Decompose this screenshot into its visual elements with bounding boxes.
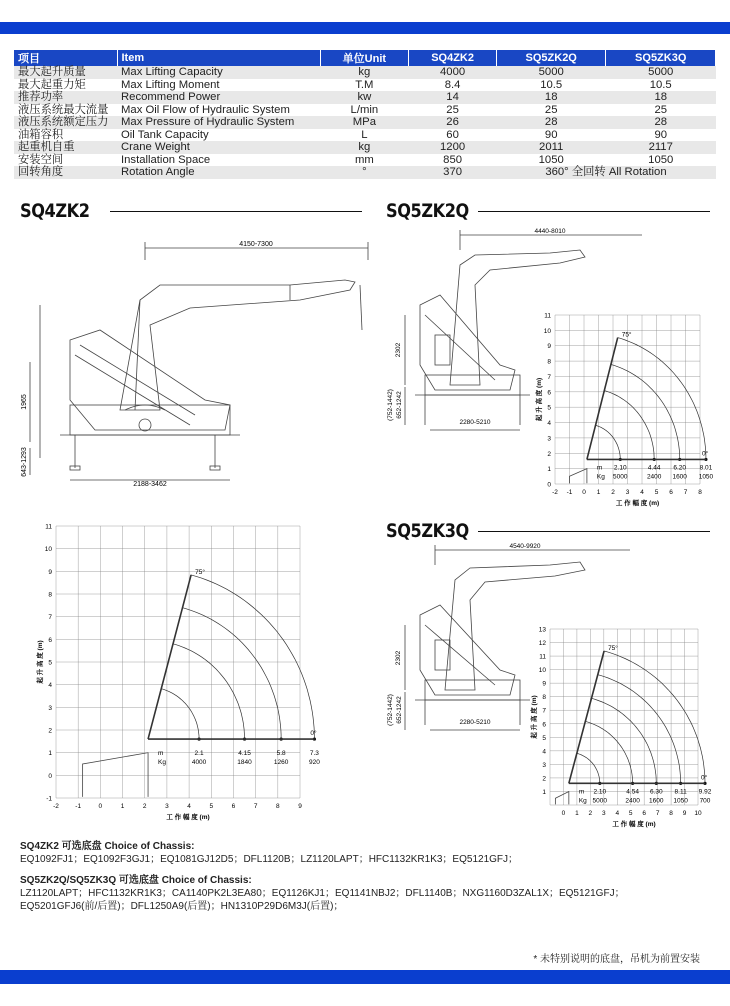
spec-cell-unit: kg: [320, 66, 409, 79]
load-value: 1050: [673, 797, 688, 805]
spec-cell-sq4zk2: 850: [409, 154, 497, 167]
x-tick-label: 3: [625, 489, 630, 496]
dim-height-sq5zk3q: 2302: [395, 650, 402, 666]
x-tick-label: -1: [566, 489, 573, 496]
crane-base-outline: [555, 791, 568, 804]
y-tick-label: 6: [48, 636, 52, 644]
y-tick-label: 6: [542, 721, 546, 729]
x-tick-label: 5: [209, 803, 214, 810]
spec-cell-cn: 起重机自重: [14, 141, 117, 154]
x-tick-label: 7: [683, 489, 688, 496]
spec-cell-rotation-sq5: 360° 全回转 All Rotation: [496, 166, 715, 179]
x-tick-label: 1: [120, 803, 125, 810]
spec-cell-en: Installation Space: [117, 154, 320, 167]
spec-cell-sq5zk3q: 2117: [606, 141, 716, 154]
radius-value: 6.30: [649, 788, 663, 796]
y-tick-label: 0: [48, 772, 52, 780]
x-tick-label: 3: [165, 803, 169, 810]
load-value: 700: [699, 797, 711, 805]
x-tick-label: 5: [628, 810, 633, 817]
radius-row-label: m: [596, 464, 603, 472]
angle-label-0: 0°: [700, 774, 708, 782]
spec-cell-sq5zk2q: 10.5: [496, 79, 606, 92]
spec-cell-sq4zk2: 8.4: [409, 79, 497, 92]
spec-cell-en: Rotation Angle: [117, 166, 320, 179]
section-title-sq5zk3q: SQ5ZK3Q: [386, 520, 469, 542]
load-arc: [577, 753, 600, 783]
footnote: * 未特别说明的底盘，吊机为前置安装: [533, 954, 700, 965]
x-tick-label: -2: [53, 803, 59, 810]
spec-cell-unit: L/min: [320, 104, 409, 117]
x-tick-label: 2: [142, 803, 147, 810]
dim-outrigger-b-sq5zk2q: 652-1242: [396, 391, 403, 419]
header-sq5zk3q: SQ5ZK3Q: [606, 50, 716, 66]
y-tick-label: 12: [538, 640, 546, 648]
x-tick-label: 0: [98, 803, 103, 810]
load-value: 2400: [646, 473, 662, 481]
dim-width-sq5zk2q: 4440-8010: [534, 228, 566, 235]
spec-cell-en: Max Lifting Moment: [117, 79, 320, 92]
boom-line-75: [569, 651, 604, 783]
load-value: 1050: [698, 473, 714, 481]
spec-cell-sq5zk3q: 25: [606, 104, 716, 117]
dim-outrigger-a-sq5zk3q: (752-1442): [387, 694, 394, 726]
radius-value: 9.92: [698, 788, 712, 796]
spec-cell-sq4zk2: 60: [409, 129, 497, 142]
load-value: 1600: [649, 797, 664, 805]
y-tick-label: 10: [44, 546, 52, 554]
y-tick-label: 10: [543, 327, 551, 335]
y-axis-label: 起 升 高 度 (m): [37, 640, 44, 684]
dim-outrigger-a-sq5zk2q: (752-1442): [387, 389, 394, 421]
radius-value: 2.10: [593, 788, 607, 796]
section-title-sq5zk2q: SQ5ZK2Q: [386, 200, 469, 222]
x-tick-label: -1: [75, 803, 82, 810]
chassis-sq5: [20, 874, 625, 913]
angle-label-75: 75°: [621, 331, 632, 339]
header-sq4zk2: SQ4ZK2: [409, 50, 497, 66]
y-tick-label: 5: [48, 659, 52, 667]
bottom-color-band: [0, 970, 730, 984]
x-tick-label: 3: [602, 810, 606, 817]
y-tick-label: 5: [542, 734, 546, 742]
spec-cell-en: Max Oil Flow of Hydraulic System: [117, 104, 320, 117]
spec-cell-en: Oil Tank Capacity: [117, 129, 320, 142]
y-tick-label: 10: [538, 667, 546, 675]
x-tick-label: -2: [552, 489, 558, 496]
radius-value: 4.15: [238, 750, 251, 758]
y-tick-label: 7: [547, 373, 551, 381]
dim-base-sq4zk2: 2188-3462: [133, 481, 167, 488]
y-tick-label: 5: [547, 404, 551, 412]
radius-value: 5.8: [276, 750, 286, 758]
spec-cell-en: Crane Weight: [117, 141, 320, 154]
load-value: 1840: [237, 759, 252, 767]
spec-cell-sq4zk2: 370: [409, 166, 497, 179]
spec-cell-sq4zk2: 26: [409, 116, 497, 129]
dim-width-sq4zk2: 4150-7300: [239, 241, 273, 248]
header-sq5zk2q: SQ5ZK2Q: [496, 50, 606, 66]
spec-cell-sq5zk3q: 90: [606, 129, 716, 142]
y-tick-label: 3: [48, 704, 52, 712]
angle-label-0: 0°: [701, 450, 709, 458]
angle-label-75: 75°: [608, 644, 618, 652]
spec-cell-sq5zk3q: 10.5: [606, 79, 716, 92]
x-tick-label: 9: [298, 803, 302, 810]
x-tick-label: 8: [669, 810, 673, 817]
header-item-cn: 项目: [14, 50, 117, 66]
load-value: 2400: [625, 797, 640, 805]
load-value: 5000: [592, 797, 608, 805]
chassis-sq4zk2: [20, 840, 518, 866]
x-tick-label: 0: [561, 810, 566, 817]
x-tick-label: 9: [682, 810, 687, 817]
chassis-list-sq5-line1: LZ1120LAPT；HFC1132KR1K3；CA1140PK2L3EA80；EQ1126KJ1；EQ1141NBJ2；DFL1140B；NXG1160D3ZAL1X；EQ5121GFJ；: [20, 888, 625, 899]
spec-cell-sq5zk2q: 90: [496, 129, 606, 142]
load-value: 5000: [613, 473, 628, 481]
y-tick-label: 2: [48, 727, 52, 735]
spec-cell-en: Recommend Power: [117, 91, 320, 104]
x-tick-label: 2: [588, 810, 593, 817]
y-tick-label: -1: [46, 795, 52, 803]
spec-cell-cn: 推荐功率: [14, 91, 117, 104]
y-tick-label: 4: [48, 682, 52, 690]
spec-cell-unit: mm: [320, 154, 409, 167]
y-tick-label: 9: [547, 343, 551, 351]
chassis-title-sq5: SQ5ZK2Q/SQ5ZK3Q 可选底盘 Choice of Chassis:: [20, 875, 252, 886]
y-tick-label: 8: [542, 694, 546, 702]
radius-value: 8.11: [674, 788, 687, 796]
x-tick-label: 6: [669, 489, 673, 496]
spec-cell-cn: 最大起升质量: [14, 66, 117, 79]
radius-value: 6.20: [673, 464, 687, 472]
spec-cell-sq5zk2q: 2011: [496, 141, 606, 154]
spec-cell-sq4zk2: 1200: [409, 141, 497, 154]
radius-value: 2.10: [613, 464, 627, 472]
spec-cell-cn: 油箱容积: [14, 129, 117, 142]
y-tick-label: 3: [542, 761, 546, 769]
y-tick-label: 7: [48, 614, 52, 622]
radius-value: 8.01: [699, 464, 713, 472]
spec-cell-unit: kw: [320, 91, 409, 104]
dim-base-sq5zk2q: 2280-5210: [459, 419, 491, 426]
load-row-label: Kg: [158, 759, 167, 767]
y-tick-label: 2: [542, 775, 546, 783]
load-row-label: Kg: [596, 473, 605, 481]
header-unit: 单位Unit: [320, 50, 409, 66]
spec-cell-sq4zk2: 25: [409, 104, 497, 117]
spec-cell-sq5zk3q: 28: [606, 116, 716, 129]
y-tick-label: 0: [547, 481, 551, 489]
x-tick-label: 7: [655, 810, 660, 817]
spec-cell-sq5zk2q: 18: [496, 91, 606, 104]
spec-cell-sq5zk2q: 5000: [496, 66, 606, 79]
y-tick-label: 1: [547, 466, 551, 474]
y-tick-label: 1: [542, 788, 546, 796]
load-value: 4000: [191, 759, 207, 767]
y-tick-label: 11: [544, 312, 551, 320]
y-tick-label: 13: [538, 626, 546, 634]
radius-value: 7.3: [309, 750, 319, 758]
spec-cell-unit: L: [320, 129, 409, 142]
load-arc: [592, 698, 657, 783]
x-tick-label: 8: [698, 489, 702, 496]
spec-cell-sq5zk3q: 1050: [606, 154, 716, 167]
spec-cell-sq5zk2q: 25: [496, 104, 606, 117]
load-arc: [604, 651, 705, 783]
radius-value: 4.44: [647, 464, 661, 472]
spec-cell-cn: 最大起重力矩: [14, 79, 117, 92]
x-tick-label: 6: [642, 810, 646, 817]
chassis-title-sq4zk2: SQ4ZK2 可选底盘 Choice of Chassis:: [20, 841, 195, 852]
x-tick-label: 4: [640, 489, 644, 496]
radius-row-label: m: [578, 788, 585, 796]
y-tick-label: 1: [48, 750, 52, 758]
load-row-label: Kg: [578, 797, 587, 805]
y-tick-label: 7: [542, 707, 546, 715]
y-tick-label: 3: [547, 435, 551, 443]
spec-cell-sq5zk2q: 28: [496, 116, 606, 129]
spec-cell-unit: T.M: [320, 79, 409, 92]
load-value: 920: [308, 759, 320, 767]
x-tick-label: 7: [253, 803, 258, 810]
y-tick-label: 9: [542, 680, 546, 688]
dim-outrigger-b-sq5zk3q: 652-1242: [396, 696, 403, 724]
radius-value: 2.1: [194, 750, 204, 758]
angle-label-0: 0°: [310, 730, 317, 738]
x-tick-label: 8: [276, 803, 280, 810]
x-axis-label: 工 作 幅 度 (m): [615, 500, 660, 507]
spec-cell-sq5zk3q: 18: [606, 91, 716, 104]
y-tick-label: 2: [547, 450, 551, 458]
y-tick-label: 6: [547, 389, 551, 397]
chassis-list-sq5-line2: EQ5201GFJ6(前/后置)；DFL1250A9(后置)；HN1310P29D6M3J(后置)；: [20, 901, 344, 912]
x-tick-label: 10: [694, 810, 702, 817]
load-value: 1260: [273, 759, 289, 767]
dim-height-sq5zk2q: 2302: [395, 342, 402, 358]
spec-cell-cn: 液压系统最大流量: [14, 104, 117, 117]
y-tick-label: 8: [48, 591, 52, 599]
y-axis-label: 起 升 高 度 (m): [536, 377, 543, 422]
dim-width-sq5zk3q: 4540-9920: [509, 543, 541, 550]
dim-height-sq4zk2: 1965: [21, 394, 28, 410]
header-item-en: Item: [117, 50, 320, 66]
y-tick-label: 4: [547, 420, 551, 428]
x-tick-label: 4: [615, 810, 620, 817]
x-tick-label: 6: [231, 803, 236, 810]
spec-cell-sq5zk3q: 5000: [606, 66, 716, 79]
radius-row-label: m: [158, 750, 164, 758]
x-tick-label: 2: [611, 489, 615, 496]
spec-cell-cn: 安装空间: [14, 154, 117, 167]
y-tick-label: 11: [45, 523, 52, 531]
x-tick-label: 1: [596, 489, 601, 496]
x-axis-label: 工 作 幅 度 (m): [166, 814, 210, 821]
spec-cell-unit: MPa: [320, 116, 409, 129]
load-arc: [585, 721, 632, 783]
y-axis-label: 起 升 高 度 (m): [531, 695, 538, 739]
y-tick-label: 8: [547, 358, 551, 366]
chassis-list-sq4zk2: EQ1092FJ1；EQ1092F3GJ1；EQ1081GJ12D5；DFL1120B；LZ1120LAPT；HFC1132KR1K3；EQ5121GFJ；: [20, 854, 519, 865]
spec-cell-sq4zk2: 4000: [409, 66, 497, 79]
x-tick-label: 4: [187, 803, 191, 810]
y-tick-label: 9: [48, 568, 52, 576]
x-tick-label: 5: [654, 489, 659, 496]
section-title-sq4zk2: SQ4ZK2: [20, 200, 90, 222]
load-value: 1600: [672, 473, 687, 481]
radius-value: 4.54: [626, 788, 639, 796]
y-tick-label: 4: [542, 748, 546, 756]
spec-cell-cn: 液压系统额定压力: [14, 116, 117, 129]
spec-cell-sq4zk2: 14: [409, 91, 497, 104]
dim-outrigger-sq4zk2: 643-1293: [21, 447, 28, 477]
dim-base-sq5zk3q: 2280-5210: [459, 719, 491, 726]
spec-cell-unit: kg: [320, 141, 409, 154]
spec-cell-sq5zk2q: 1050: [496, 154, 606, 167]
x-tick-label: 1: [575, 810, 579, 817]
x-tick-label: 0: [582, 489, 586, 496]
angle-label-75: 75°: [195, 568, 205, 576]
spec-cell-unit: °: [320, 166, 409, 179]
spec-cell-en: Max Pressure of Hydraulic System: [117, 116, 320, 129]
spec-cell-cn: 回转角度: [14, 166, 117, 179]
load-arc: [598, 675, 681, 784]
spec-cell-en: Max Lifting Capacity: [117, 66, 320, 79]
y-tick-label: 11: [539, 653, 546, 661]
x-axis-label: 工 作 幅 度 (m): [612, 821, 656, 828]
